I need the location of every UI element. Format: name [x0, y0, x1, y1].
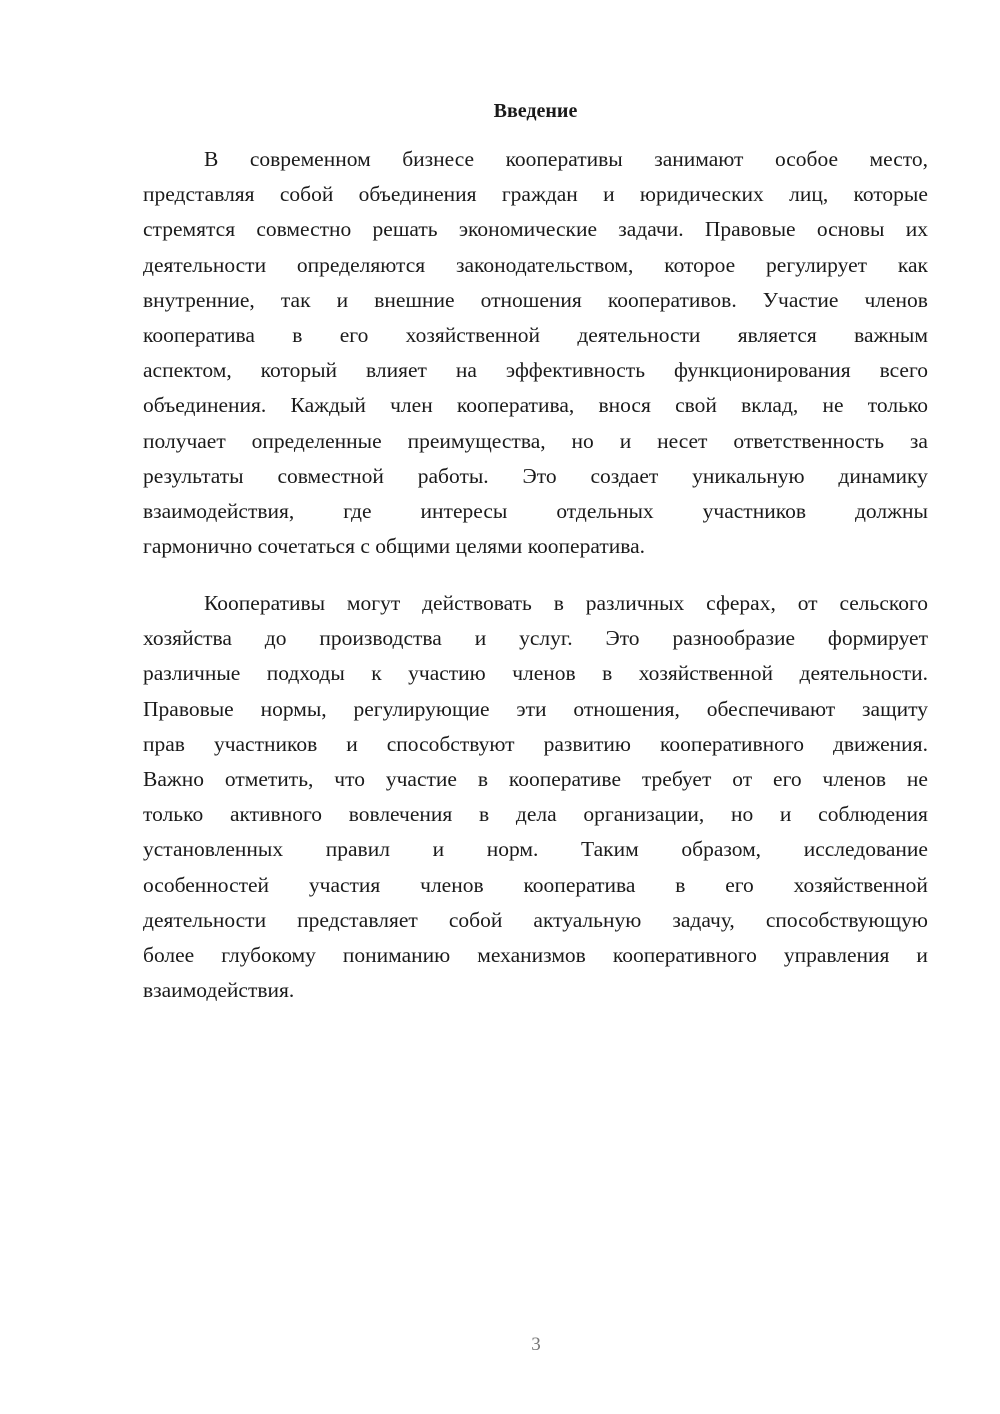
text-line: Правовые нормы, регулирующие эти отношения, обеспечивают защиту — [143, 696, 928, 721]
page-number: 3 — [531, 1334, 541, 1355]
text-line: получает определенные преимущества, но и несет ответственность за — [143, 428, 928, 453]
text-line: результаты совместной работы. Это создает уникальную динамику — [143, 463, 928, 488]
text-line: прав участников и способствуют развитию кооперативного движения. — [143, 731, 928, 756]
text-line: взаимодействия. — [143, 978, 295, 1003]
text-line: различные подходы к участию членов в хозяйственной деятельности. — [143, 661, 928, 686]
text-line: В современном бизнесе кооперативы занимают особое место, — [204, 147, 928, 171]
text-line: Кооперативы могут действовать в различных сферах, от сельского — [204, 591, 928, 615]
text-line: хозяйства до производства и услуг. Это разнообразие формирует — [143, 626, 928, 651]
text-line: деятельности определяются законодательством, которое регулирует как — [143, 252, 928, 277]
text-line: только активного вовлечения в дела организации, но и соблюдения — [143, 802, 928, 827]
text-line: деятельности представляет собой актуальную задачу, способствующую — [143, 907, 928, 932]
paragraph-1 — [143, 142, 928, 564]
text-line: аспектом, который влияет на эффективность функционирования всего — [143, 358, 928, 383]
text-line: особенностей участия членов кооператива в его хозяйственной — [143, 872, 928, 897]
paragraph-2 — [143, 586, 928, 1008]
text-line: установленных правил и норм. Таким образом, исследование — [143, 837, 928, 862]
text-line: взаимодействия, где интересы отдельных участников должны — [143, 498, 928, 523]
text-line: кооператива в его хозяйственной деятельности является важным — [143, 322, 928, 347]
text-line: стремятся совместно решать экономические задачи. Правовые основы их — [143, 217, 928, 242]
text-line: представляя собой объединения граждан и юридических лиц, которые — [143, 182, 928, 207]
text-line: более глубокому пониманию механизмов кооперативного управления и — [143, 942, 928, 967]
text-line: объединения. Каждый член кооператива, внося свой вклад, не только — [143, 393, 928, 418]
section-title-container — [143, 98, 928, 124]
section-title: Введение — [493, 100, 578, 122]
text-line: гармонично сочетаться с общими целями кооператива. — [143, 534, 646, 559]
text-line: Важно отметить, что участие в кооперативе требует от его членов не — [143, 766, 928, 791]
text-line: внутренние, так и внешние отношения кооперативов. Участие членов — [143, 287, 928, 312]
